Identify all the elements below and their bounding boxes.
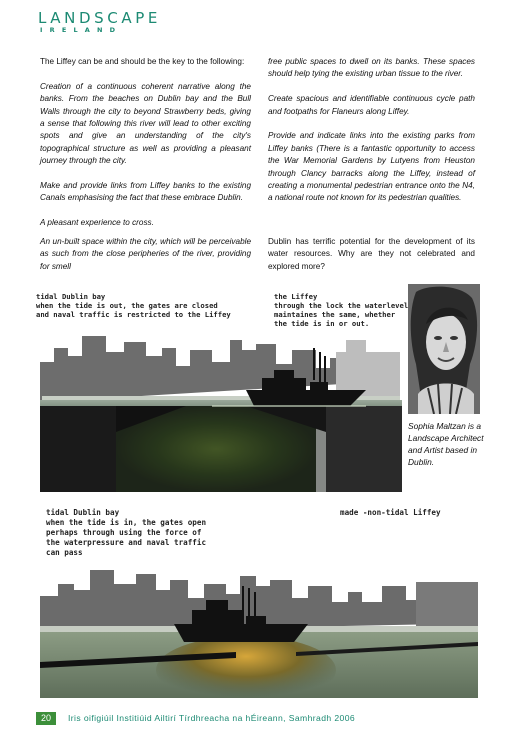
figure1-caption-right-line2: through the lock the waterlevel bbox=[274, 301, 409, 310]
page-footer bbox=[36, 712, 496, 726]
masthead-title: LANDSCAPE bbox=[38, 9, 161, 27]
figure-tide-out bbox=[36, 282, 409, 494]
portrait-photo bbox=[408, 284, 480, 414]
paragraph-narrative: Creation of a continuous coherent narrative along the banks. From the beaches on Dublin bay and the Bull Walls through the city to beyond Strawberry beds, giving a sense that following this river will lead to other exciting spots and give an understanding of the city's topographical structure as well as providing a pleasant journey through the city. bbox=[40, 81, 251, 166]
figure1-caption-right-line3: maintaines the same, whether bbox=[274, 310, 396, 319]
figure-tide-in bbox=[36, 500, 482, 700]
figure2-caption-left-line3: perhaps through using the force of bbox=[46, 528, 202, 537]
figure2-caption-left-line4: the waterpressure and naval traffic bbox=[46, 538, 207, 547]
article-left-column bbox=[40, 56, 251, 242]
paragraph-public-spaces: free public spaces to dwell on its banks. These spaces should help tying the existing urban tissue to the river. bbox=[268, 57, 475, 79]
paragraph-crossing: A pleasant experience to cross. bbox=[40, 218, 154, 228]
page-number: 20 bbox=[36, 712, 56, 725]
paragraph-canals: Make and provide links from Liffey banks to the existing Canals emphasising the fact that these embrace Dublin. bbox=[40, 181, 251, 203]
paragraph-unbuilt-space: An un-built space within the city, which will be perceivable as such from the close peripheries of the river, providing for smell bbox=[40, 237, 251, 271]
figure1-caption-left bbox=[36, 292, 231, 319]
figure2-caption-left-line2: when the tide is in, the gates open bbox=[46, 518, 207, 527]
portrait-caption: Sophia Maltzan is a Landscape Architect and Artist based in Dublin. bbox=[408, 421, 484, 467]
figure2-caption-right: made -non-tidal Liffey bbox=[340, 508, 441, 517]
intro-paragraph: The Liffey can be and should be the key to the following: bbox=[40, 57, 245, 66]
paragraph-water-resources: Dublin has terrific potential for the development of its water resources. Why are they not celebrated and explored more? bbox=[268, 237, 475, 271]
figure1-caption-right bbox=[274, 292, 408, 328]
figure2-caption-left-line5: can pass bbox=[46, 548, 83, 557]
footer-publication-text: Iris oifigiúil Institiúid Ailtirí Tírdhreacha na hÉireann, Samhradh 2006 bbox=[68, 713, 356, 723]
figure1-caption-right-line4: the tide is in or out. bbox=[274, 319, 370, 328]
article-left-bottom bbox=[40, 236, 251, 286]
figure1-caption-left-line2: when the tide is out, the gates are closed bbox=[36, 301, 218, 310]
article-right-bottom bbox=[268, 236, 475, 286]
figure1-caption-right-line1: the Liffey bbox=[274, 292, 318, 301]
figure1-caption-left-line1: tidal Dublin bay bbox=[36, 292, 106, 301]
article-right-column bbox=[268, 56, 475, 217]
paragraph-parks: Provide and indicate links into the existing parks from Liffey banks (There is a fantastic opportunity to access the War Memorial Gardens by Lutyens from Heuston through Clancy barracks along the Liffey, instead of creating a monumental pedestrian entrance onto the N4, a national route not known for its pedestrian qualities. bbox=[268, 131, 475, 203]
figure1-caption-left-line3: and naval traffic is restricted to the Liffey bbox=[36, 310, 231, 319]
portrait-illustration bbox=[408, 284, 480, 414]
figure2-caption-left-line1: tidal Dublin bay bbox=[46, 508, 120, 517]
figure2-caption-left bbox=[46, 508, 206, 558]
masthead-subtitle: IRELAND bbox=[40, 26, 123, 34]
paragraph-cycle-paths: Create spacious and identifiable continuous cycle path and footpaths for Flaneurs along Liffey. bbox=[268, 94, 475, 116]
masthead bbox=[38, 10, 161, 34]
